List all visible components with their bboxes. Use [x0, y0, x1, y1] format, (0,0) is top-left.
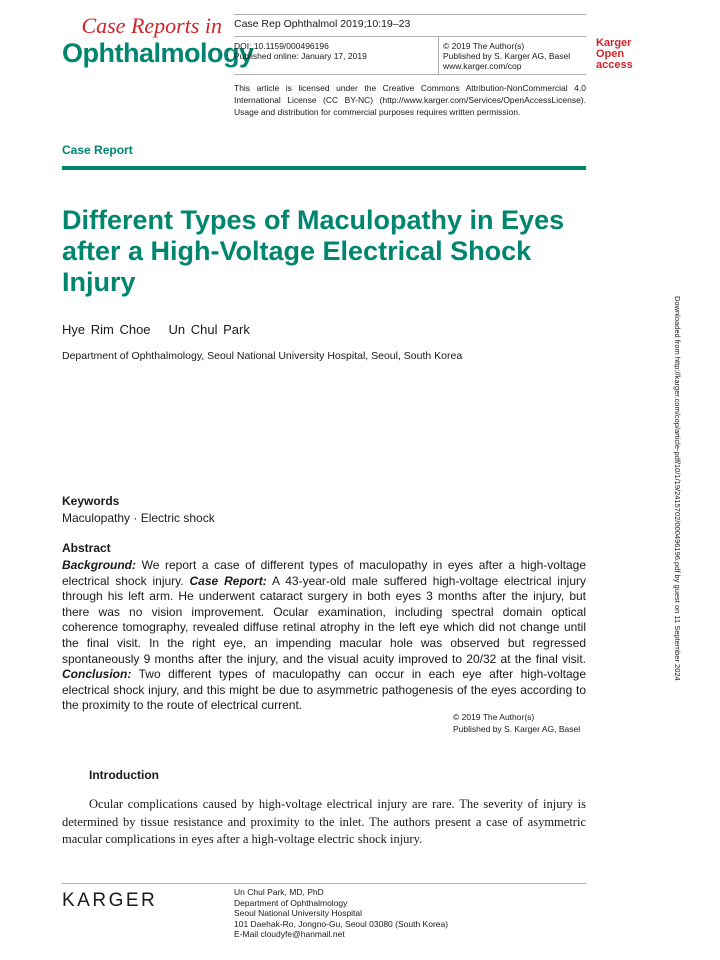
keywords: Maculopathy · Electric shock	[62, 511, 215, 525]
contact-email[interactable]: E-Mail cloudyfe@hanmail.net	[234, 929, 345, 939]
abstract-conclusion-label: Conclusion:	[62, 667, 132, 682]
header-copyright-line2: Published by S. Karger AG, Basel	[443, 51, 571, 61]
contact-address: 101 Daehak-Ro, Jongno-Gu, Seoul 03080 (South Korea)	[234, 918, 449, 929]
karger-open-access-logo	[596, 38, 656, 71]
author-list	[62, 322, 250, 337]
article-type-label: Case Report	[62, 143, 133, 157]
download-notice: Downloaded from http://karger.com/cop/article-pdf/10/1/19/2415702/000496196.pdf by guest on 11 September 2024	[673, 296, 682, 681]
article-title: Different Types of Maculopathy in Eyes after a High-Voltage Electrical Shock Injury	[62, 205, 565, 297]
license-notice: This article is licensed under the Creative Commons Attribution-NonCommercial 4.0 International License (CC BY-NC) (http://www.karger.com/Services/OpenAccessLicense). Usage and distribution for commercial purposes requires written permission.	[234, 83, 586, 117]
abstract-body	[62, 558, 586, 714]
abstract-background-label: Background:	[62, 558, 137, 572]
abstract-copyright-line1: © 2019 The Author(s)	[453, 712, 535, 722]
abstract-background-text: We report a case of different types of maculopathy in eyes after a high-voltage electrical shock injury.	[62, 558, 586, 588]
author-name: Un Chul Park	[168, 322, 250, 337]
citation: Case Rep Ophthalmol 2019;10:19–23	[234, 18, 411, 30]
journal-website[interactable]: www.karger.com/cop	[443, 61, 522, 71]
header-box-divider	[438, 36, 439, 74]
karger-logo: KARGER	[62, 890, 158, 911]
section-divider-bar	[62, 166, 586, 170]
corresponding-author-contact	[234, 887, 448, 940]
footer-rule	[62, 883, 586, 884]
journal-name-line1: Case Reports in	[81, 13, 222, 38]
karger-oa-line1: Karger	[596, 37, 632, 49]
doi: DOI: 10.1159/000496196	[234, 41, 329, 51]
contact-institution: Seoul National University Hospital	[234, 908, 363, 918]
abstract-copyright	[453, 711, 580, 735]
journal-name-line2: Ophthalmology	[62, 38, 254, 68]
abstract-copyright-line2: Published by S. Karger AG, Basel	[453, 724, 581, 734]
contact-name: Un Chul Park, MD, PhD	[234, 887, 324, 897]
author-name: Hye Rim Choe	[62, 322, 151, 337]
karger-oa-line2: Open access	[596, 48, 633, 71]
published-date: Published online: January 17, 2019	[234, 51, 367, 61]
abstract-conclusion-text: Two different types of maculopathy can occur in each eye after high-voltage electrical shock injury, and this might be due to asymmetric pathogenesis of the eyes according to the proximity to the route of electrical current.	[62, 667, 586, 713]
header-copyright-line1: © 2019 The Author(s)	[443, 41, 525, 51]
abstract-case-label: Case Report:	[189, 573, 267, 588]
header-mid-rule	[234, 36, 586, 37]
journal-logo	[62, 13, 254, 68]
introduction-heading: Introduction	[89, 768, 159, 782]
author-affiliation: Department of Ophthalmology, Seoul National University Hospital, Seoul, South Korea	[62, 350, 463, 362]
introduction-text: Ocular complications caused by high-voltage electrical injury are rare. The severity of injury is determined by tissue resistance and proximity to the inlet. The authors present a case of asymmetric macular complications in eyes after a high-voltage electric shock injury.	[62, 797, 586, 846]
abstract-case-text: A 43-year-old male suffered high-voltage electrical injury through his left arm. He underwent cataract surgery in both eyes 3 months after the injury, but there was no vision improvement. Ocular examination, including spectral domain optical coherence tomography, revealed diffuse retinal atrophy in the left eye which did not change until the final visit. In the right eye, an impending macular hole was observed but regressed spontaneously 9 months after the injury, and the visual acuity improved to 20/32 at the final visit.	[62, 573, 586, 666]
abstract-heading: Abstract	[62, 541, 111, 555]
contact-department: Department of Ophthalmology	[234, 897, 348, 908]
header-bottom-rule	[234, 74, 586, 75]
header-top-rule	[234, 14, 586, 15]
keywords-heading: Keywords	[62, 494, 120, 508]
